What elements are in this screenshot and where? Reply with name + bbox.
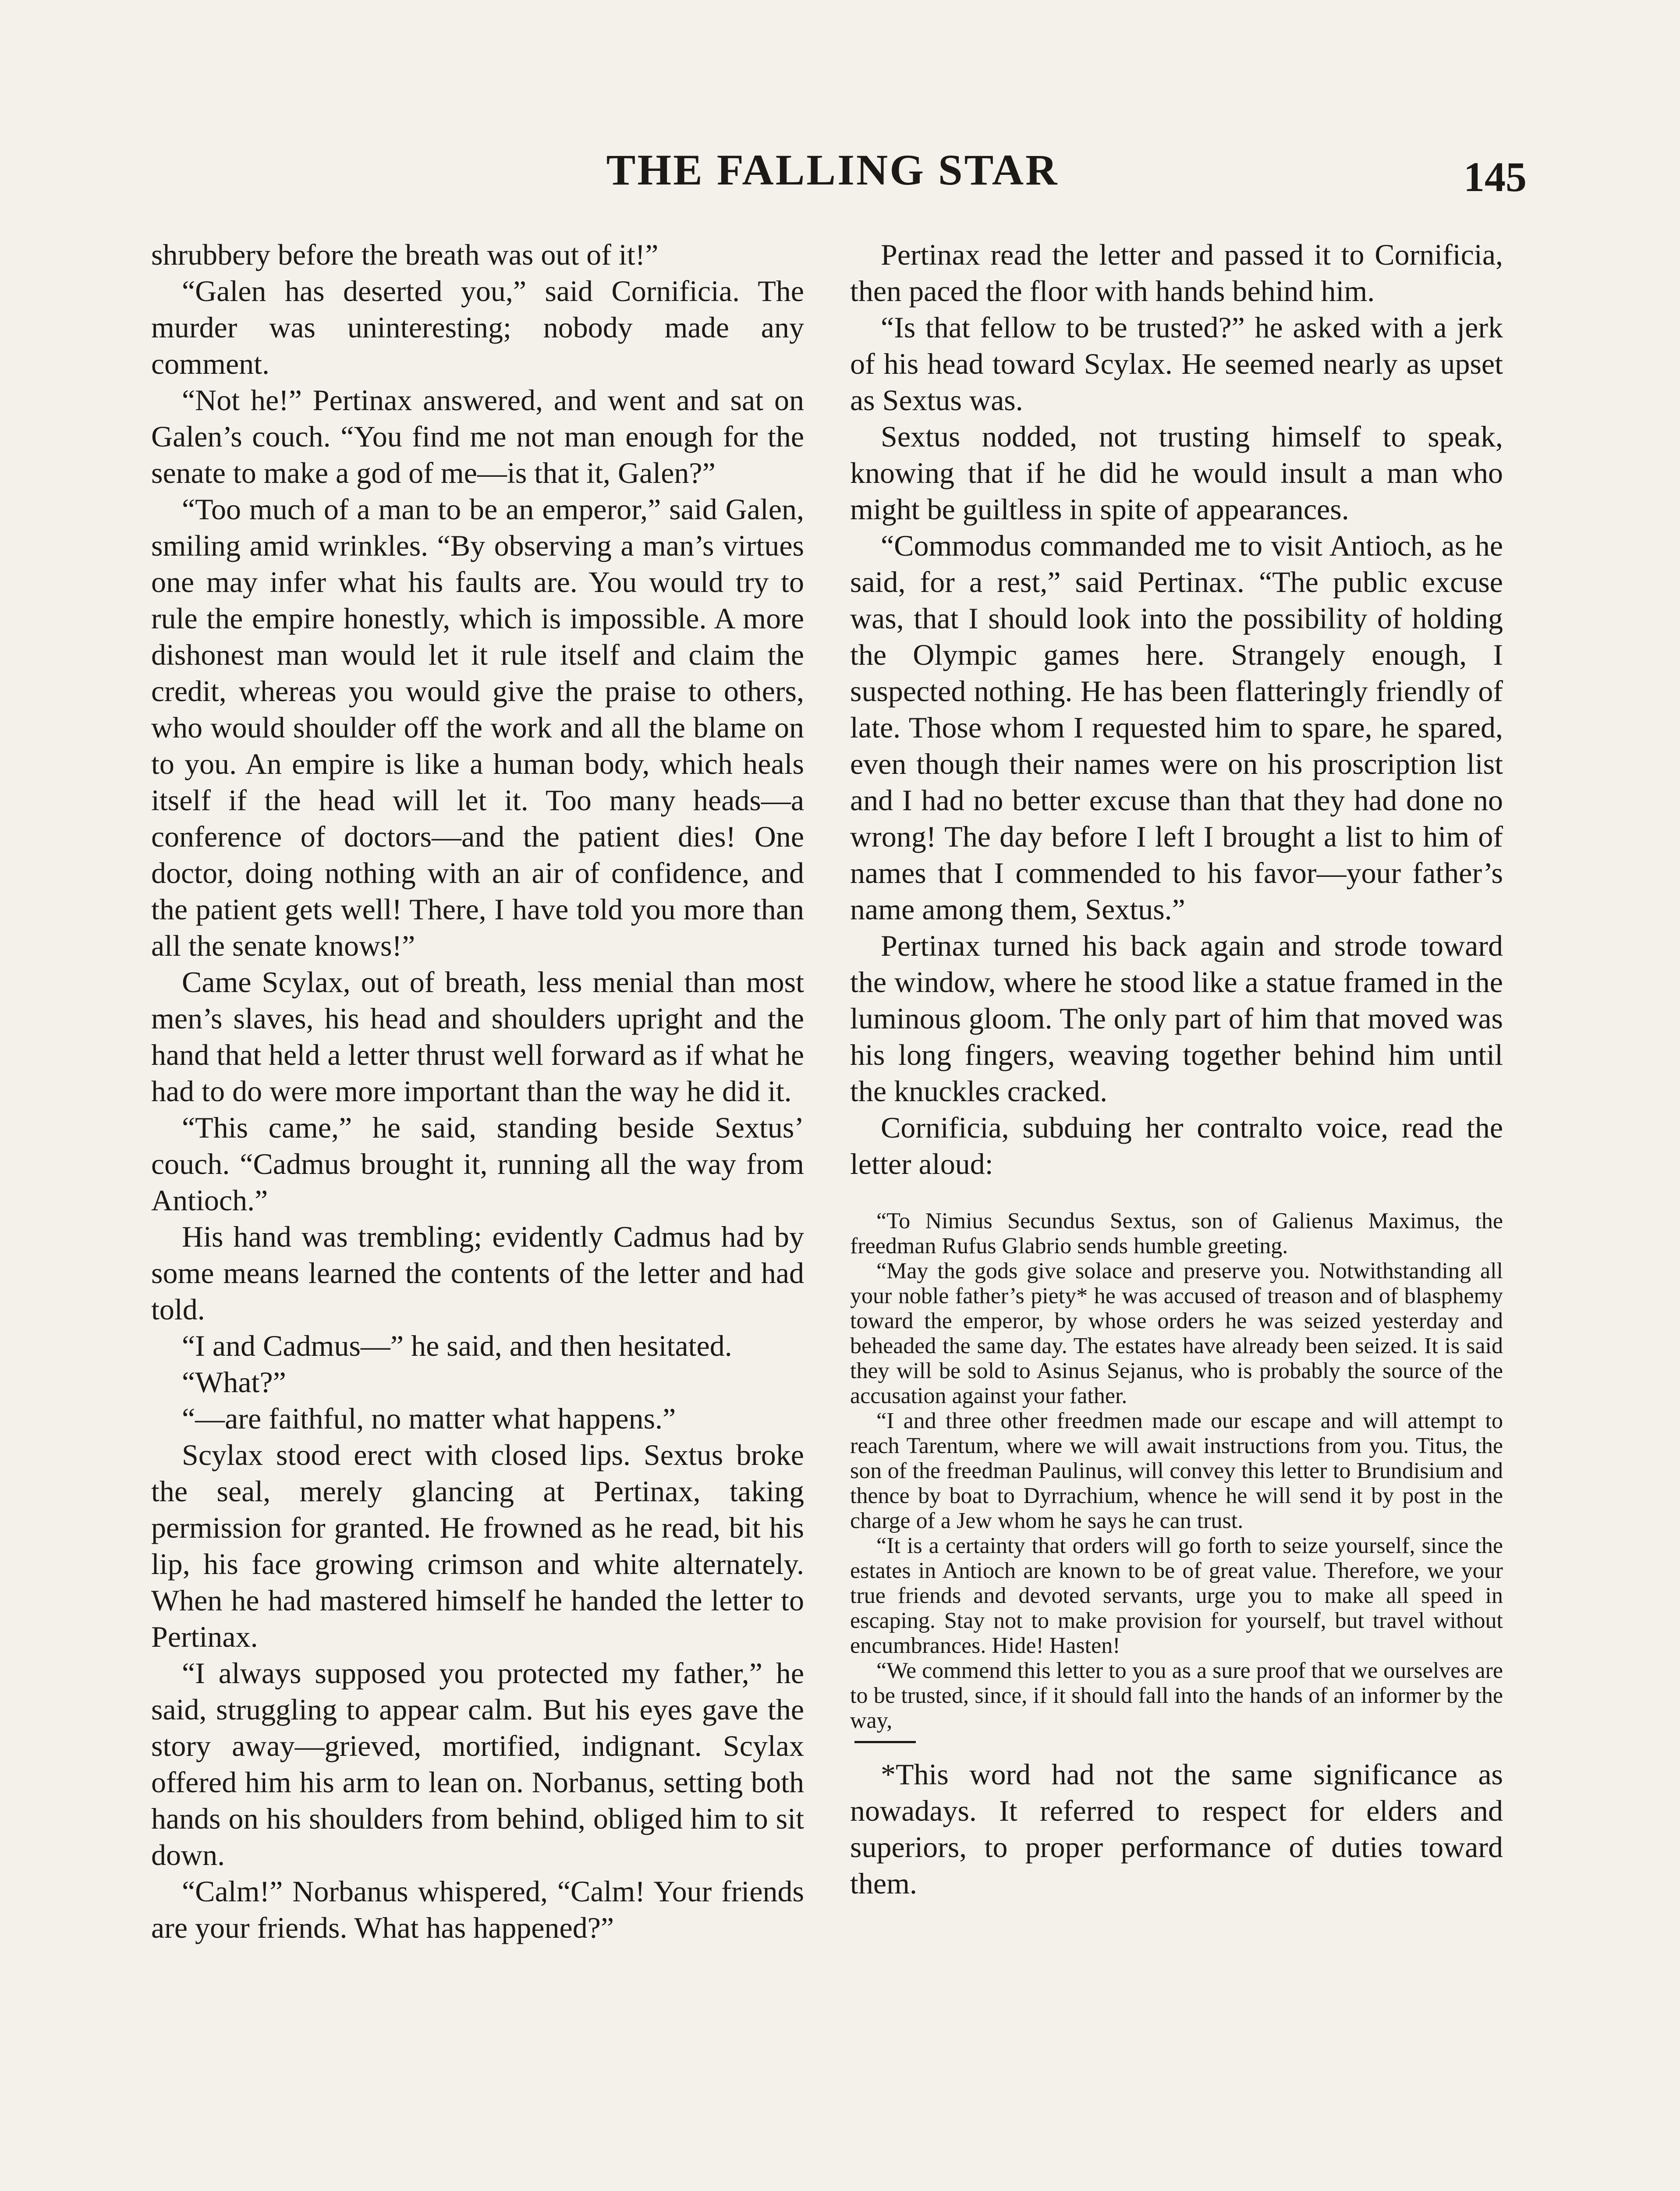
paragraph: Pertinax turned his back again and strode toward the window, where he stood like a statue framed in the luminous gloom. The only part of him that moved was his long fingers, weaving together behind him until the knuckles cracked. — [850, 929, 1503, 1108]
running-title: THE FALLING STAR — [606, 145, 1059, 194]
paragraph: shrubbery before the breath was out of it!” — [151, 238, 659, 271]
paragraph: “Galen has deserted you,” said Cornificia. The murder was uninteresting; nobody made any comment. — [151, 274, 804, 380]
letter-paragraph: “To Nimius Secundus Sextus, son of Galienus Maximus, the freedman Rufus Glabrio sends humble greeting. — [850, 1209, 1503, 1259]
right-column-text — [850, 237, 1503, 1182]
paragraph: Scylax stood erect with closed lips. Sextus broke the seal, merely glancing at Pertinax, taking permission for granted. He frowned as he read, bit his lip, his face growing crimson and white alternately. When he had mastered himself he handed the letter to Pertinax. — [151, 1438, 804, 1653]
footnote-rule — [854, 1741, 916, 1743]
letter-paragraph: “We commend this letter to you as a sure proof that we ourselves are to be trusted, since, if it should fall into the hands of an informer by the way, — [850, 1658, 1503, 1733]
paragraph: “This came,” he said, standing beside Sextus’ couch. “Cadmus brought it, running all the way from Antioch.” — [151, 1111, 804, 1217]
paragraph: “Commodus commanded me to visit Antioch, as he said, for a rest,” said Pertinax. “The public excuse was, that I should look into the possibility of holding the Olympic games here. Strangely enough, I suspected nothing. He has been flatteringly friendly of late. Those whom I requested him to spare, he spared, even though their names were on his proscription list and I had no better excuse than that they had done no wrong! The day before I left I brought a list to him of names that I commended to his favor—your father’s name among them, Sextus.” — [850, 529, 1503, 926]
paragraph: “Too much of a man to be an emperor,” said Galen, smiling amid wrinkles. “By observing a man’s virtues one may infer what his faults are. You would try to rule the empire honestly, which is impossible. A more dishonest man would let it rule itself and claim the credit, whereas you would give the praise to others, who would shoulder off the work and all the blame on to you. An empire is like a human body, which heals itself if the head will let it. Too many heads—a conference of doctors—and the patient dies! One doctor, doing nothing with an air of confidence, and the patient gets well! There, I have told you more than all the senate knows!” — [151, 493, 804, 962]
paragraph: His hand was trembling; evidently Cadmus had by some means learned the contents of the letter and had told. — [151, 1220, 804, 1326]
paragraph: “Not he!” Pertinax answered, and went and sat on Galen’s couch. “You find me not man enough for the senate to make a god of me—is that it, Galen?” — [151, 383, 804, 489]
paragraph: “Calm!” Norbanus whispered, “Calm! Your friends are your friends. What has happened?” — [151, 1875, 804, 1944]
letter-paragraph: “It is a certainty that orders will go forth to seize yourself, since the estates in Antioch are known to be of great value. Therefore, we your true friends and devoted servants, urge you to make all speed in escaping. Stay not to make provision for yourself, but travel without encumbrances. Hide! Hasten! — [850, 1533, 1503, 1658]
footnote: *This word had not the same significance as nowadays. It referred to respect for elders and superiors, to proper performance of duties toward them. — [850, 1758, 1503, 1900]
paragraph: “I and Cadmus—” he said, and then hesitated. — [182, 1329, 732, 1362]
paragraph: “—are faithful, no matter what happens.” — [182, 1402, 676, 1435]
paragraph: “Is that fellow to be trusted?” he asked with a jerk of his head toward Scylax. He seemed nearly as upset as Sextus was. — [850, 311, 1503, 417]
page-header — [0, 145, 1680, 215]
letter-paragraph: “May the gods give solace and preserve you. Notwithstanding all your noble father’s piety* he was accused of treason and of blasphemy toward the emperor, by whose orders he was seized yesterday and beheaded the same day. The estates have already been seized. It is said they will be sold to Asinus Sejanus, who is probably the source of the accusation against your father. — [850, 1259, 1503, 1408]
left-column — [151, 237, 804, 1946]
paragraph: Cornificia, subduing her contralto voice, read the letter aloud: — [850, 1111, 1503, 1181]
right-column — [850, 237, 1503, 1902]
paragraph: “I always supposed you protected my father,” he said, struggling to appear calm. But his eyes gave the story away—grieved, mortified, indignant. Scylax offered him his arm to lean on. Norbanus, setting both hands on his shoulders from behind, obliged him to sit down. — [151, 1656, 804, 1872]
paragraph: “What?” — [182, 1365, 286, 1399]
page-number: 145 — [1464, 153, 1527, 200]
letter-paragraph: “I and three other freedmen made our escape and will attempt to reach Tarentum, where we will await instructions from you. Titus, the son of the freedman Paulinus, will convey this letter to Brundisium and thence by boat to Dyrrachium, whence he will send it by post in the charge of a Jew whom he says he can trust. — [850, 1408, 1503, 1533]
paragraph: Pertinax read the letter and passed it to Cornificia, then paced the floor with hands behind him. — [850, 238, 1503, 308]
paragraph: Came Scylax, out of breath, less menial than most men’s slaves, his head and shoulders upright and the hand that held a letter thrust well forward as if what he had to do were more important than the way he did it. — [151, 965, 804, 1108]
paragraph: Sextus nodded, not trusting himself to speak, knowing that if he did he would insult a man who might be guiltless in spite of appearances. — [850, 420, 1503, 526]
quoted-letter — [850, 1209, 1503, 1733]
